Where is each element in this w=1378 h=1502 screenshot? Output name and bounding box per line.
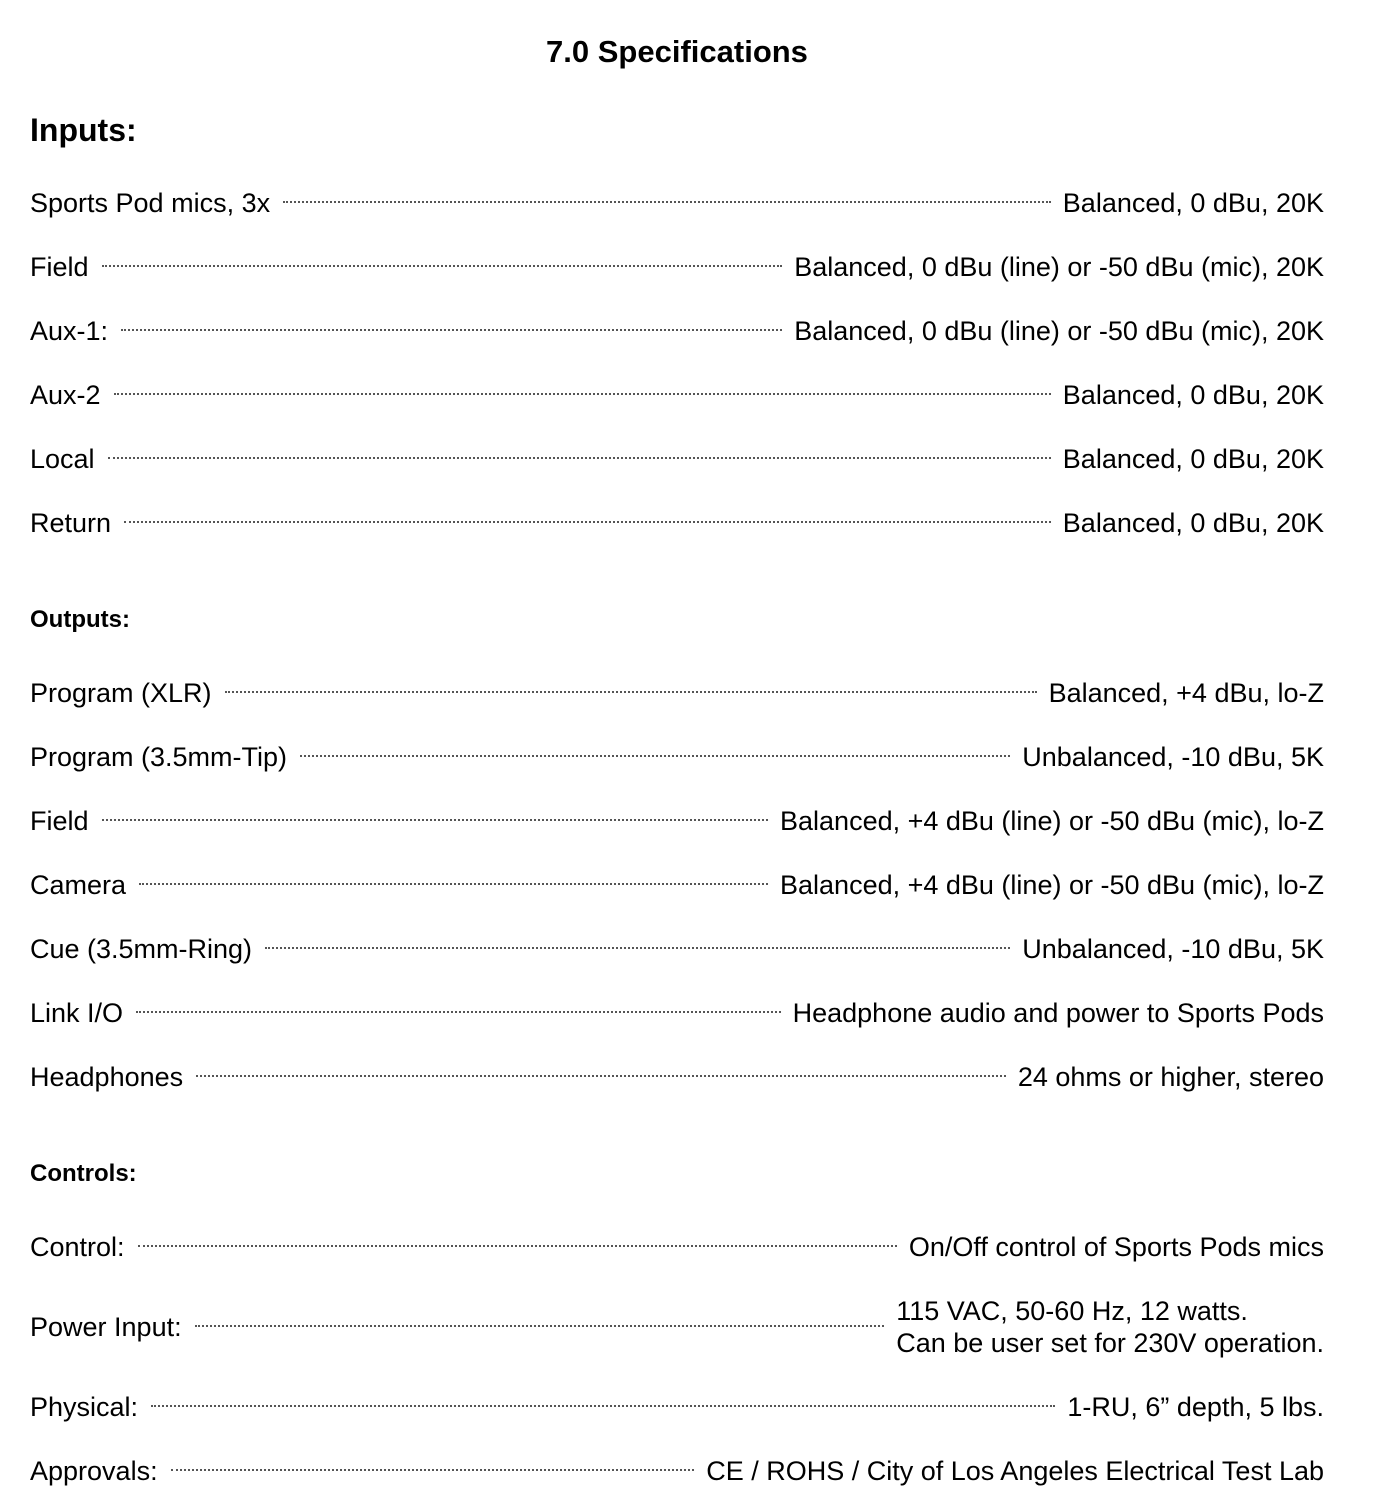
spec-label: Field	[30, 806, 89, 836]
spec-row-physical	[30, 1391, 1324, 1423]
spec-row-output-headphones	[30, 1061, 1324, 1093]
dotted-leader	[108, 457, 1051, 459]
spec-row-output-cue-ring	[30, 933, 1324, 965]
dotted-leader	[138, 1245, 897, 1247]
spec-value: Balanced, 0 dBu, 20K	[1062, 444, 1324, 474]
dotted-leader	[300, 755, 1010, 757]
dotted-leader	[102, 819, 768, 821]
dotted-leader	[195, 1325, 885, 1327]
inputs-heading: Inputs:	[30, 112, 137, 148]
spec-label: Field	[30, 252, 89, 282]
spec-row-output-link-io	[30, 997, 1324, 1029]
spec-row-input-field	[30, 251, 1324, 283]
spec-value: Balanced, +4 dBu (line) or -50 dBu (mic), lo-Z	[780, 806, 1324, 836]
spec-value: Headphone audio and power to Sports Pods	[792, 998, 1324, 1028]
spec-row-output-field	[30, 805, 1324, 837]
dotted-leader	[114, 393, 1051, 395]
spec-value: Balanced, 0 dBu, 20K	[1062, 508, 1324, 538]
spec-value: 24 ohms or higher, stereo	[1017, 1062, 1324, 1092]
outputs-heading: Outputs:	[30, 606, 130, 633]
dotted-leader	[225, 691, 1037, 693]
controls-heading: Controls:	[30, 1160, 137, 1187]
spec-value: Unbalanced, -10 dBu, 5K	[1022, 742, 1324, 772]
dotted-leader	[171, 1469, 695, 1471]
spec-label: Sports Pod mics, 3x	[30, 188, 271, 218]
page-title: 7.0 Specifications	[546, 34, 808, 69]
spec-value: CE / ROHS / City of Los Angeles Electrical Test Lab	[706, 1456, 1324, 1486]
spec-value: Balanced, 0 dBu, 20K	[1062, 380, 1324, 410]
dotted-leader	[265, 947, 1010, 949]
spec-label: Aux-2	[30, 380, 101, 410]
spec-row-output-camera	[30, 869, 1324, 901]
dotted-leader	[139, 883, 768, 885]
spec-label: Program (XLR)	[30, 678, 212, 708]
spec-label: Local	[30, 444, 95, 474]
spec-value-line: 115 VAC, 50-60 Hz, 12 watts.	[896, 1296, 1248, 1326]
spec-row-control	[30, 1231, 1324, 1263]
dotted-leader	[151, 1405, 1055, 1407]
dotted-leader	[102, 265, 783, 267]
spec-label: Cue (3.5mm-Ring)	[30, 934, 253, 964]
spec-value: Balanced, 0 dBu, 20K	[1062, 188, 1324, 218]
spec-value: Balanced, 0 dBu (line) or -50 dBu (mic), 20K	[794, 252, 1324, 282]
spec-value: Unbalanced, -10 dBu, 5K	[1022, 934, 1324, 964]
spec-label: Physical:	[30, 1392, 139, 1422]
spec-label: Headphones	[30, 1062, 184, 1092]
spec-label: Link I/O	[30, 998, 124, 1028]
spec-row-input-local	[30, 443, 1324, 475]
spec-row-power-input	[30, 1295, 1324, 1359]
spec-row-output-program-xlr	[30, 677, 1324, 709]
spec-row-input-return	[30, 507, 1324, 539]
spec-label: Power Input:	[30, 1312, 182, 1342]
spec-row-approvals	[30, 1455, 1324, 1487]
spec-value: Balanced, 0 dBu (line) or -50 dBu (mic), 20K	[794, 316, 1324, 346]
spec-row-input-aux-1	[30, 315, 1324, 347]
dotted-leader	[136, 1011, 781, 1013]
spec-value: Balanced, +4 dBu, lo-Z	[1048, 678, 1324, 708]
spec-label: Control:	[30, 1232, 125, 1262]
dotted-leader	[124, 521, 1051, 523]
spec-row-input-sports-pod-mics	[30, 187, 1324, 219]
spec-row-input-aux-2	[30, 379, 1324, 411]
spec-value: 1-RU, 6” depth, 5 lbs.	[1067, 1392, 1324, 1422]
dotted-leader	[121, 329, 782, 331]
spec-row-output-program-tip	[30, 741, 1324, 773]
spec-value: On/Off control of Sports Pods mics	[908, 1232, 1324, 1262]
spec-value-line: Can be user set for 230V operation.	[896, 1328, 1324, 1358]
spec-label: Program (3.5mm-Tip)	[30, 742, 288, 772]
spec-label: Camera	[30, 870, 127, 900]
dotted-leader	[283, 201, 1051, 203]
spec-value: Balanced, +4 dBu (line) or -50 dBu (mic), lo-Z	[780, 870, 1324, 900]
spec-label: Aux-1:	[30, 316, 109, 346]
spec-value	[896, 1295, 1324, 1359]
spec-label: Approvals:	[30, 1456, 158, 1486]
spec-label: Return	[30, 508, 112, 538]
dotted-leader	[196, 1075, 1006, 1077]
